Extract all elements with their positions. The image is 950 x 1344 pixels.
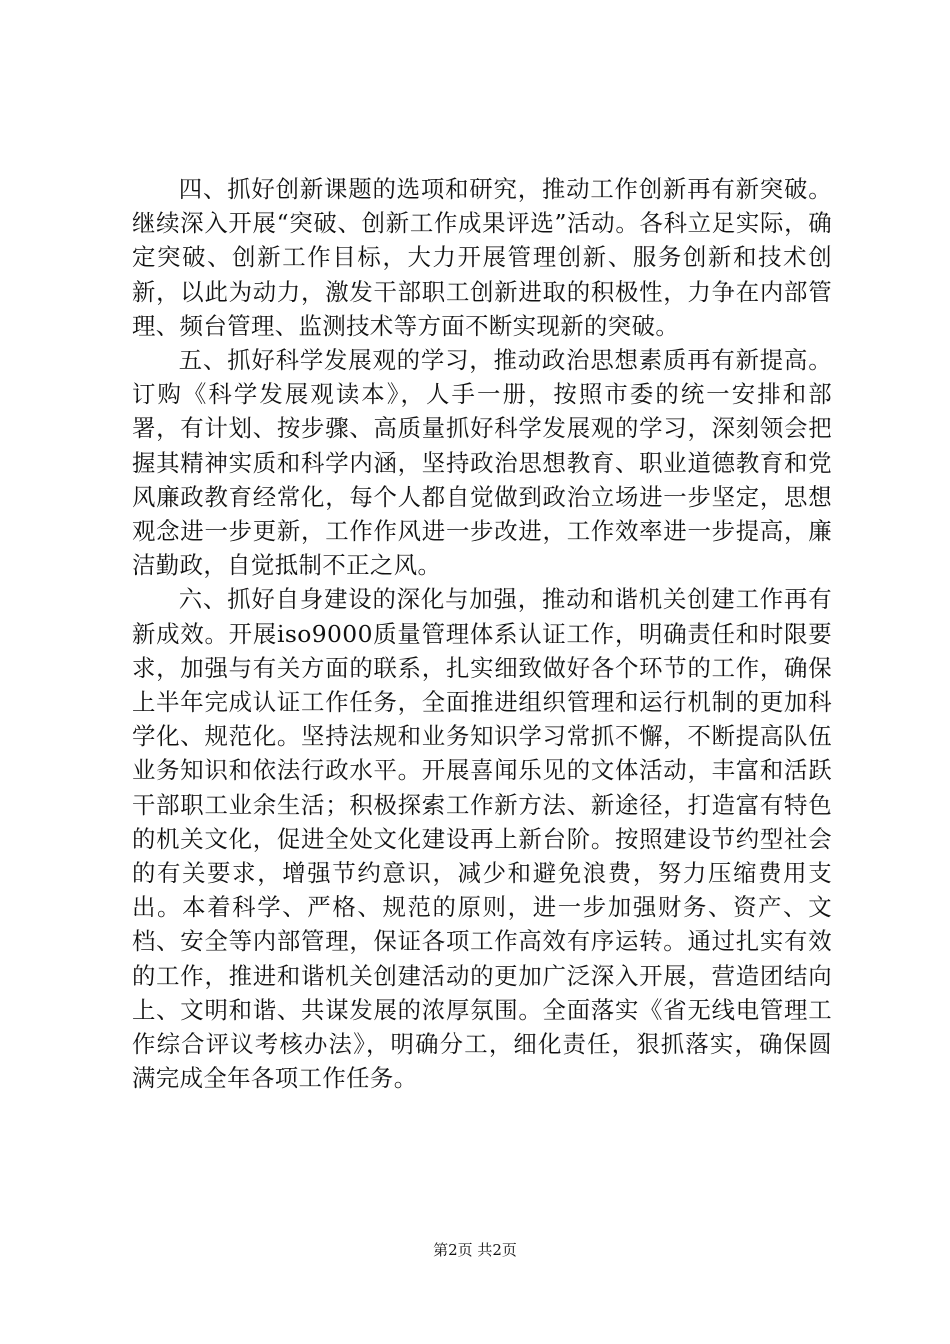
paragraph-section-four: 四、抓好创新课题的选项和研究，推动工作创新再有新突破。继续深入开展“突破、创新工作成果评选”活动。各科立足实际，确定突破、创新工作目标，大力开展管理创新、服务创新和技术创新，以此为动力，激发干部职工创新进取的积极性，力争在内部管理、频台管理、监测技术等方面不断实现新的突破。 — [132, 175, 832, 340]
paragraph-section-five: 五、抓好科学发展观的学习，推动政治思想素质再有新提高。订购《科学发展观读本》，人手一册，按照市委的统一安排和部署，有计划、按步骤、高质量抓好科学发展观的学习，深刻领会把握其精神实质和科学内涵，坚持政治思想教育、职业道德教育和党风廉政教育经常化，每个人都自觉做到政治立场进一步坚定，思想观念进一步更新，工作作风进一步改进，工作效率进一步提高，廉洁勤政，自觉抵制不正之风。 — [132, 346, 832, 580]
page-number-footer: 第2页 共2页 — [433, 1241, 517, 1259]
document-body — [132, 172, 832, 1095]
paragraph-section-six: 六、抓好自身建设的深化与加强，推动和谐机关创建工作再有新成效。开展iso9000质量管理体系认证工作，明确责任和时限要求，加强与有关方面的联系，扎实细致做好各个环节的工作，确保上半年完成认证工作任务，全面推进组织管理和运行机制的更加科学化、规范化。坚持法规和业务知识学习常抓不懈，不断提高队伍业务知识和依法行政水平。开展喜闻乐见的文体活动，丰富和活跃干部职工业余生活；积极探索工作新方法、新途径，打造富有特色的机关文化，促进全处文化建设再上新台阶。按照建设节约型社会的有关要求，增强节约意识，减少和避免浪费，努力压缩费用支出。本着科学、严格、规范的原则，进一步加强财务、资产、文档、安全等内部管理，保证各项工作高效有序运转。通过扎实有效的工作，推进和谐机关创建活动的更加广泛深入开展，营造团结向上、文明和谐、共谋发展的浓厚氛围。全面落实《省无线电管理工作综合评议考核办法》，明确分工，细化责任，狠抓落实，确保圆满完成全年各项工作任务。 — [132, 585, 832, 1093]
